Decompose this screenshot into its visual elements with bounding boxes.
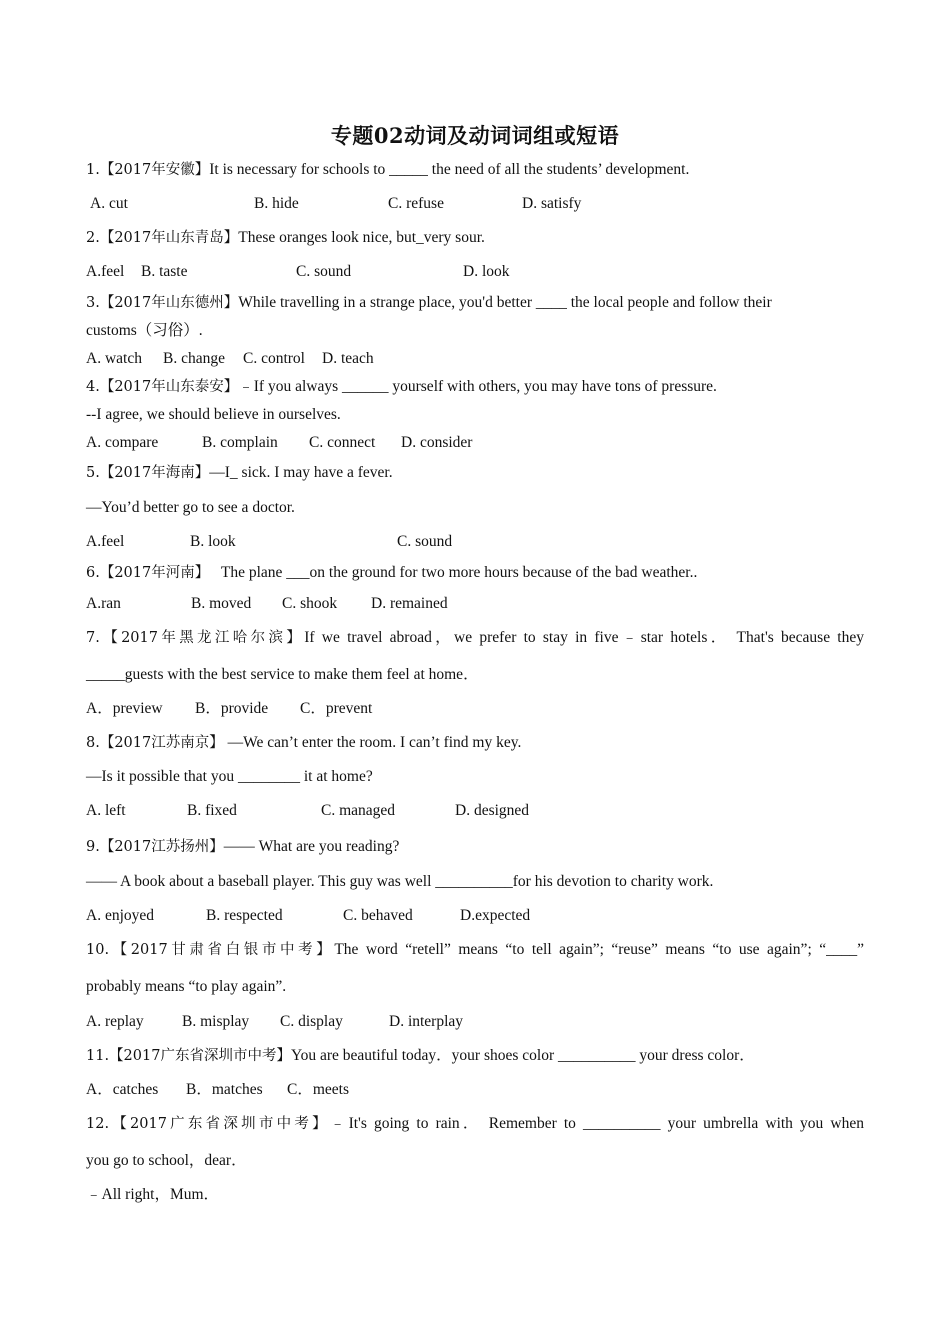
option-d[interactable]: D. teach — [322, 350, 374, 367]
question-9-text: —— What are you reading? — [223, 838, 400, 855]
question-3-text: While travelling in a strange place, you'd better ____ the local people and follow their — [238, 294, 772, 311]
question-11-stem — [86, 1046, 755, 1066]
option-c[interactable]: C. sound — [397, 533, 453, 550]
option-c[interactable]: C. connect — [309, 434, 376, 451]
option-d[interactable]: D. interplay — [389, 1013, 464, 1030]
option-c[interactable]: C. managed — [321, 802, 396, 819]
page-title: 专题02动词及动词词组或短语 — [330, 123, 620, 148]
question-4-reply: --I agree, we should believe in ourselves. — [86, 406, 341, 423]
question-4-text: ﹣If you always ______ yourself with others, you may have tons of pressure. — [238, 378, 717, 395]
question-1-source: 1.【2017年安徽】 — [86, 162, 210, 178]
question-10-stem — [86, 940, 864, 960]
option-c[interactable]: C．prevent — [300, 700, 373, 717]
question-11-text: You are beautiful today．your shoes color __________ your dress color． — [290, 1047, 755, 1064]
question-8-stem — [86, 733, 521, 753]
question-4-source: 4.【2017年山东泰安】 — [86, 379, 239, 395]
question-1-stem — [86, 160, 689, 180]
question-8-source: 8.【2017江苏南京】 — [86, 735, 224, 751]
question-12-reply: ﹣All right，Mum． — [86, 1186, 220, 1203]
option-b[interactable]: B. hide — [254, 195, 299, 212]
option-a[interactable]: A．preview — [86, 700, 163, 717]
question-5-reply: —You’d better go to see a doctor. — [86, 499, 295, 516]
option-a[interactable]: A. replay — [86, 1013, 144, 1030]
question-7-stem — [86, 628, 864, 648]
question-2-source: 2.【2017年山东青岛】 — [86, 230, 239, 246]
question-3-stem-cont: customs（习俗）. — [86, 322, 203, 339]
option-b[interactable]: B. look — [190, 533, 236, 550]
question-4-stem — [86, 377, 717, 397]
option-a[interactable]: A.feel — [86, 533, 125, 550]
option-c[interactable]: C. control — [243, 350, 305, 367]
question-7-text: If we travel abroad，we prefer to stay in five﹣star hotels． That's because they — [304, 629, 864, 646]
question-8-text: —We can’t enter the room. I can’t find my key. — [223, 734, 522, 751]
question-8-reply: —Is it possible that you ________ it at home? — [86, 768, 373, 785]
question-12-source: 12.【2017广东省深圳市中考】 — [86, 1116, 330, 1132]
option-c[interactable]: C．meets — [287, 1081, 349, 1098]
option-a[interactable]: A. watch — [86, 350, 142, 367]
question-2-stem — [86, 228, 485, 248]
option-d[interactable]: D.expected — [460, 907, 531, 924]
question-6-text: The plane ___on the ground for two more hours because of the bad weather.. — [209, 564, 698, 581]
question-12-text: ﹣It's going to rain． Remember to __________ your umbrella with you when — [329, 1115, 864, 1132]
question-7-stem-cont: _____guests with the best service to make them feel at home． — [86, 666, 479, 683]
question-7-source: 7.【2017年黑龙江哈尔滨】 — [86, 630, 305, 646]
option-a[interactable]: A. compare — [86, 434, 159, 451]
option-b[interactable]: B．matches — [186, 1081, 263, 1098]
option-b[interactable]: B．provide — [195, 700, 269, 717]
option-c[interactable]: C. refuse — [388, 195, 444, 212]
option-c[interactable]: C. display — [280, 1013, 343, 1030]
question-9-reply: —— A book about a baseball player. This guy was well __________for his devotion to charity work. — [86, 873, 714, 890]
question-5-text: —I_ sick. I may have a fever. — [209, 464, 393, 481]
question-12-stem — [86, 1114, 864, 1134]
question-10-text: The word “retell” means “to tell again”; “reuse” means “to use again”; “____” — [334, 941, 864, 958]
question-2-text: These oranges look nice, but_very sour. — [238, 229, 485, 246]
option-b[interactable]: B. complain — [202, 434, 278, 451]
option-b[interactable]: B. moved — [191, 595, 252, 612]
option-b[interactable]: B. respected — [206, 907, 283, 924]
question-9-stem — [86, 837, 399, 857]
option-d[interactable]: D. satisfy — [522, 195, 582, 212]
option-a[interactable]: A．catches — [86, 1081, 159, 1098]
question-11-source: 11.【2017广东省深圳市中考】 — [86, 1048, 291, 1064]
question-5-source: 5.【2017年海南】 — [86, 465, 210, 481]
option-a[interactable]: A. left — [86, 802, 126, 819]
option-a[interactable]: A.feel — [86, 263, 125, 280]
option-b[interactable]: B. taste — [141, 263, 188, 280]
question-6-stem — [86, 563, 697, 583]
option-a[interactable]: A.ran — [86, 595, 121, 612]
option-a[interactable]: A. enjoyed — [86, 907, 155, 924]
option-d[interactable]: D. look — [463, 263, 510, 280]
question-3-source: 3.【2017年山东德州】 — [86, 295, 239, 311]
question-12-stem-cont: you go to school，dear． — [86, 1152, 247, 1169]
question-6-source: 6.【2017年河南】 — [86, 565, 210, 581]
option-c[interactable]: C. shook — [282, 595, 338, 612]
option-c[interactable]: C. behaved — [343, 907, 413, 924]
option-b[interactable]: B. misplay — [182, 1013, 250, 1030]
question-9-source: 9.【2017江苏扬州】 — [86, 839, 224, 855]
option-d[interactable]: D. designed — [455, 802, 530, 819]
question-10-source: 10.【2017甘肃省白银市中考】 — [86, 942, 335, 958]
option-b[interactable]: B. fixed — [187, 802, 237, 819]
question-3-stem — [86, 293, 772, 313]
option-d[interactable]: D. remained — [371, 595, 448, 612]
question-10-stem-cont: probably means “to play again”. — [86, 978, 287, 995]
option-a[interactable]: A. cut — [90, 195, 128, 212]
option-d[interactable]: D. consider — [401, 434, 473, 451]
option-c[interactable]: C. sound — [296, 263, 352, 280]
question-1-text: It is necessary for schools to _____ the need of all the students’ development. — [209, 161, 690, 178]
question-5-stem — [86, 463, 393, 483]
option-b[interactable]: B. change — [163, 350, 225, 367]
